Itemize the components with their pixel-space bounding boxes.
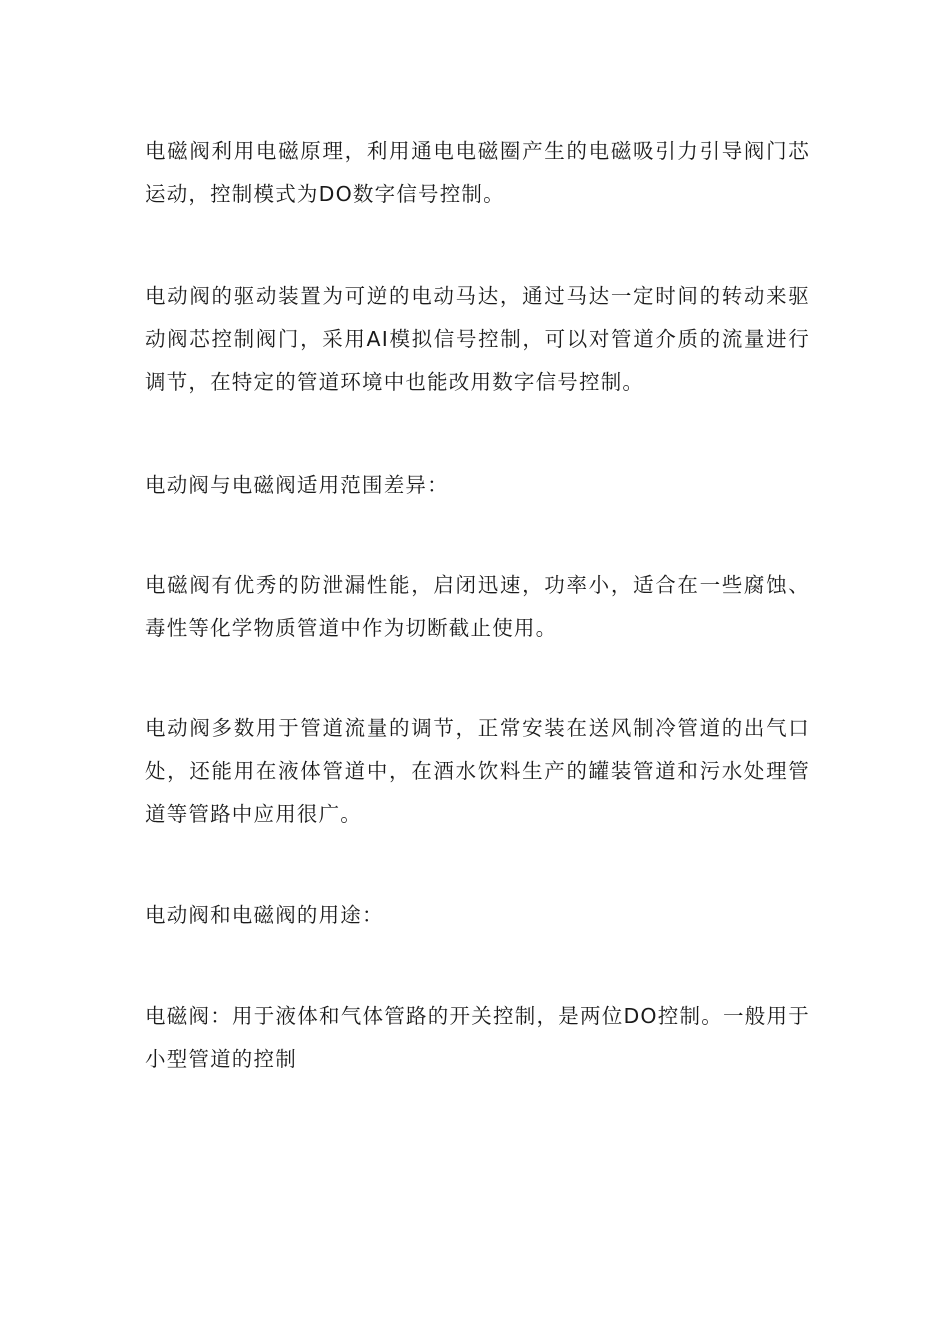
heading-usage: 电动阀和电磁阀的用途： — [145, 903, 384, 927]
document-body — [145, 130, 810, 1081]
paragraph-electric-valve-principle: 电动阀的驱动装置为可逆的电动马达，通过马达一定时间的转动来驱动阀芯控制阀门，采用AI模拟信号控制，可以对管道介质的流量进行调节，在特定的管道环境中也能改用数字信号控制。 — [145, 284, 810, 394]
paragraph-electric-valve-scope: 电动阀多数用于管道流量的调节，正常安装在送风制冷管道的出气口处，还能用在液体管道中，在酒水饮料生产的罐装管道和污水处理管道等管路中应用很广。 — [145, 716, 810, 826]
paragraph-solenoid-principle: 电磁阀利用电磁原理，利用通电电磁圈产生的电磁吸引力引导阀门芯运动，控制模式为DO数字信号控制。 — [145, 139, 810, 206]
paragraph-solenoid-scope: 电磁阀有优秀的防泄漏性能，启闭迅速，功率小，适合在一些腐蚀、毒性等化学物质管道中作为切断截止使用。 — [145, 573, 810, 640]
heading-scope-difference: 电动阀与电磁阀适用范围差异： — [145, 473, 449, 497]
paragraph-solenoid-usage: 电磁阀：用于液体和气体管路的开关控制，是两位DO控制。一般用于小型管道的控制 — [145, 1004, 810, 1071]
